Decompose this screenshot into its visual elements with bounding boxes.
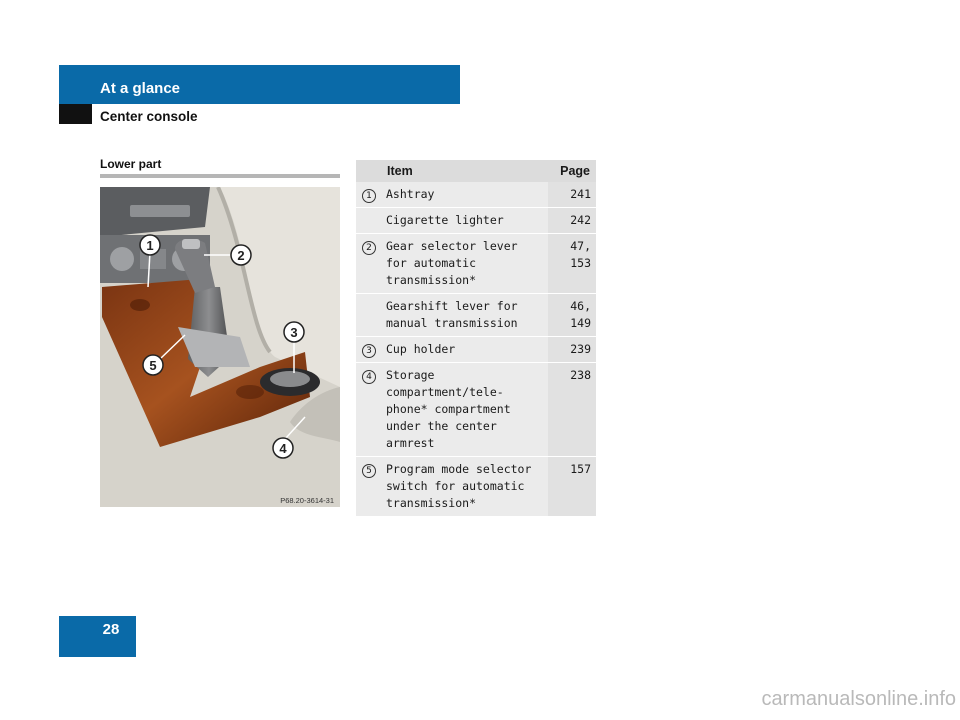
figure-caption: P68.20-3614-31 xyxy=(280,496,334,505)
row-num-cell xyxy=(356,208,381,234)
item-number: 1 xyxy=(362,189,376,203)
row-item: Cigarette lighter xyxy=(381,208,548,234)
item-table xyxy=(356,160,596,516)
row-item: Storage compartment/tele-phone* compartment under the center armrest xyxy=(381,363,548,457)
svg-text:3: 3 xyxy=(290,325,298,340)
row-num-cell xyxy=(356,234,381,294)
callout-3 xyxy=(284,322,304,342)
callout-1 xyxy=(140,235,160,255)
table-row xyxy=(356,182,596,208)
row-item: Gear selector lever for automatic transmission* xyxy=(381,234,548,294)
page-number: 28 xyxy=(102,621,120,638)
row-item: Gearshift lever for manual transmission xyxy=(381,294,548,337)
section-title: Center console xyxy=(100,109,198,124)
table-row xyxy=(356,208,596,234)
row-page: 238 xyxy=(548,363,596,457)
row-item: Program mode selector switch for automatic transmission* xyxy=(381,457,548,517)
row-page: 239 xyxy=(548,337,596,363)
table-row xyxy=(356,234,596,294)
header-num xyxy=(356,160,381,182)
row-num-cell xyxy=(356,182,381,208)
header-page: Page xyxy=(548,160,596,182)
row-page: 47, 153 xyxy=(548,234,596,294)
table-row xyxy=(356,294,596,337)
row-item: Cup holder xyxy=(381,337,548,363)
callout-4 xyxy=(273,438,293,458)
row-num-cell xyxy=(356,337,381,363)
row-page: 46, 149 xyxy=(548,294,596,337)
watermark-text: carmanualsonline.info xyxy=(761,688,956,710)
row-num-cell xyxy=(356,294,381,337)
row-num-cell xyxy=(356,457,381,517)
subsection-title: Lower part xyxy=(100,157,162,171)
svg-text:1: 1 xyxy=(146,238,154,253)
section-marker xyxy=(59,104,92,124)
svg-text:2: 2 xyxy=(237,248,245,263)
svg-text:4: 4 xyxy=(279,441,287,456)
row-page: 157 xyxy=(548,457,596,517)
item-table-wrapper xyxy=(356,160,596,516)
table-row xyxy=(356,363,596,457)
center-console-photo xyxy=(100,187,340,507)
item-number: 4 xyxy=(362,370,376,384)
callout-2 xyxy=(231,245,251,265)
table-row xyxy=(356,337,596,363)
item-number: 3 xyxy=(362,344,376,358)
chapter-title: At a glance xyxy=(100,80,181,97)
svg-text:5: 5 xyxy=(149,358,157,373)
row-num-cell xyxy=(356,363,381,457)
callout-5 xyxy=(143,355,163,375)
table-row xyxy=(356,457,596,517)
item-number: 5 xyxy=(362,464,376,478)
row-page: 241 xyxy=(548,182,596,208)
row-item: Ashtray xyxy=(381,182,548,208)
item-number: 2 xyxy=(362,241,376,255)
table-header-row xyxy=(356,160,596,182)
subsection-rule xyxy=(100,174,340,178)
row-page: 242 xyxy=(548,208,596,234)
header-item: Item xyxy=(381,160,548,182)
